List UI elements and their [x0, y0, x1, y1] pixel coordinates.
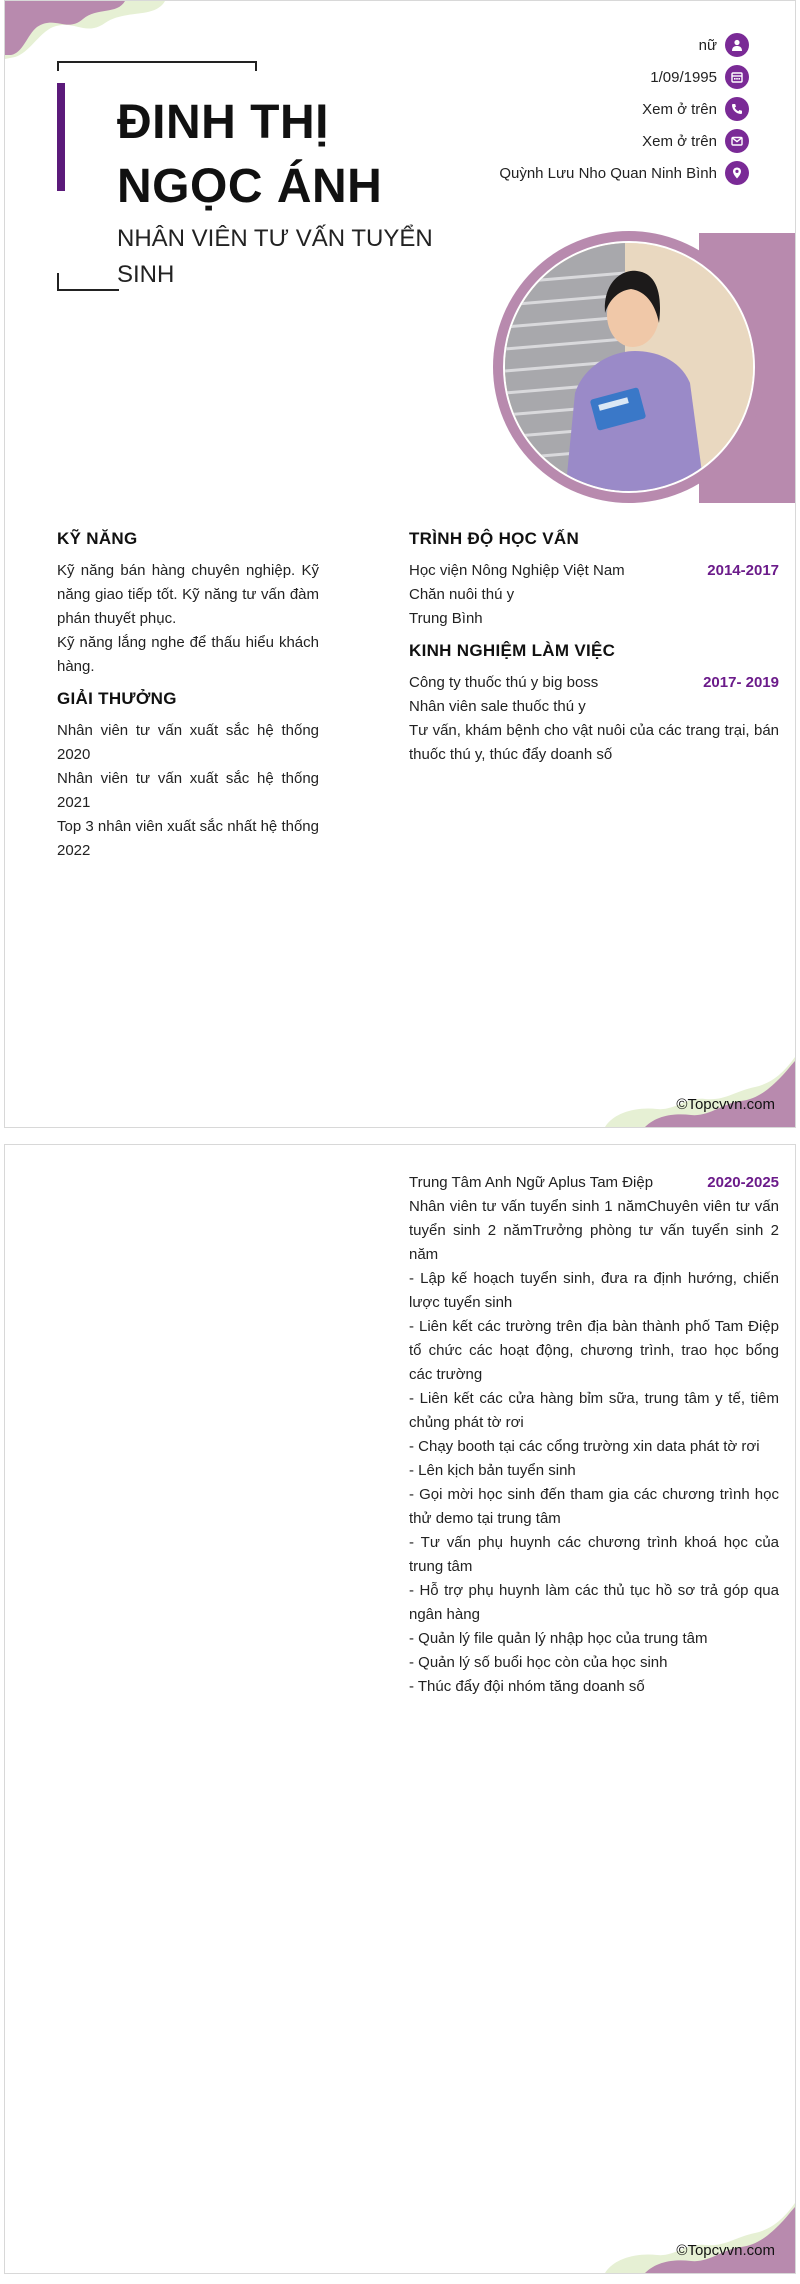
job-duty: - Quản lý file quản lý nhập học của trung tâm: [409, 1630, 708, 1647]
contact-list: [499, 29, 749, 189]
user-icon: [725, 33, 749, 57]
award-item: Top 3 nhân viên xuất sắc nhất hệ thống 2022: [57, 818, 319, 859]
contact-birthday: [499, 61, 749, 93]
skills-paragraph-2: Kỹ năng lắng nghe để thấu hiểu khách hàng.: [57, 634, 319, 675]
name-accent-bar: [57, 83, 65, 191]
left-column: [57, 529, 319, 863]
contact-phone: [499, 93, 749, 125]
experience-continued: [409, 1171, 779, 1699]
award-item: Nhân viên tư vấn xuất sắc hệ thống 2021: [57, 770, 319, 811]
education-heading: TRÌNH ĐỘ HỌC VẤN: [409, 529, 580, 548]
education-major: Chăn nuôi thú y: [409, 586, 515, 603]
job-duty: - Lập kế hoạch tuyển sinh, đưa ra định hướng, chiến lược tuyển sinh: [409, 1270, 779, 1311]
job-row: [409, 671, 779, 695]
name-line-1: ĐINH THỊ: [117, 96, 329, 149]
phone-icon: [725, 97, 749, 121]
job-position: Nhân viên tư vấn tuyển sinh 1 nămChuyên viên tư vấn tuyển sinh 2 nămTrưởng phòng tư vấn tuyển sinh 2 năm: [409, 1198, 779, 1263]
education-grade: Trung Bình: [409, 610, 483, 627]
job-duty: - Thúc đẩy đội nhóm tăng doanh số: [409, 1678, 645, 1695]
watermark: ©Topcvvn.com: [676, 2242, 775, 2259]
name-line-2: NGỌC ÁNH: [117, 160, 383, 213]
job-duty: - Liên kết các cửa hàng bỉm sữa, trung tâm y tế, tiêm chủng phát tờ rơi: [409, 1390, 779, 1431]
corner-decoration-bottom-right: [605, 1057, 795, 1127]
job-position: Nhân viên sale thuốc thú y: [409, 698, 586, 715]
awards-heading: GIẢI THƯỞNG: [57, 689, 177, 708]
job-title: NHÂN VIÊN TƯ VẤN TUYỂN SINH: [117, 225, 433, 288]
corner-decoration-bottom-right: [605, 2203, 795, 2273]
profile-photo: [503, 241, 755, 493]
job-row: [409, 1171, 779, 1195]
job-company: Công ty thuốc thú y big boss: [409, 674, 599, 691]
phone-text: Xem ở trên: [642, 100, 717, 118]
resume-page-2: [4, 1144, 796, 2274]
corner-decoration-top-left: [5, 1, 165, 61]
right-column: [409, 529, 779, 767]
name-frame-top: [57, 61, 257, 71]
birthday-text: 1/09/1995: [650, 68, 717, 86]
education-row: [409, 559, 779, 583]
school-name: Học viện Nông Nghiệp Việt Nam: [409, 562, 625, 579]
resume-page-1: [4, 0, 796, 1128]
location-icon: [725, 161, 749, 185]
job-description: Tư vấn, khám bệnh cho vật nuôi của các trang trại, bán thuốc thú y, thúc đẩy doanh số: [409, 722, 779, 763]
job-duty: - Gọi mời học sinh đến tham gia các chương trình học thử demo tại trung tâm: [409, 1486, 779, 1527]
award-item: Nhân viên tư vấn xuất sắc hệ thống 2020: [57, 722, 319, 763]
gender-text: nữ: [698, 36, 717, 54]
candidate-name: [117, 91, 437, 219]
experience-heading: KINH NGHIỆM LÀM VIỆC: [409, 641, 616, 660]
job-duty: - Lên kịch bản tuyển sinh: [409, 1462, 576, 1479]
email-text: Xem ở trên: [642, 132, 717, 150]
job-company: Trung Tâm Anh Ngữ Aplus Tam Điệp: [409, 1174, 654, 1191]
mail-icon: [725, 129, 749, 153]
name-frame-bottom: [57, 273, 119, 291]
job-duty: - Quản lý số buổi học còn của học sinh: [409, 1654, 668, 1671]
contact-address: [499, 157, 749, 189]
job-duty: - Hỗ trợ phụ huynh làm các thủ tục hồ sơ trả góp qua ngân hàng: [409, 1582, 779, 1623]
contact-gender: [499, 29, 749, 61]
job-years: 2017- 2019: [703, 674, 779, 691]
skills-paragraph-1: Kỹ năng bán hàng chuyên nghiệp. Kỹ năng giao tiếp tốt. Kỹ năng tư vấn đàm phán thuyết phục.: [57, 562, 319, 627]
job-duty: - Tư vấn phụ huynh các chương trình khoá học của trung tâm: [409, 1534, 779, 1575]
skills-heading: KỸ NĂNG: [57, 529, 138, 548]
education-years: 2014-2017: [707, 562, 779, 579]
job-duty: - Liên kết các trường trên địa bàn thành phố Tam Điệp tổ chức các hoạt động, chương trình, trao học bổng các trường: [409, 1318, 779, 1383]
job-years: 2020-2025: [707, 1174, 779, 1191]
watermark: ©Topcvvn.com: [676, 1096, 775, 1113]
calendar-icon: [725, 65, 749, 89]
address-text: Quỳnh Lưu Nho Quan Ninh Bình: [499, 164, 717, 182]
job-duty: - Chạy booth tại các cổng trường xin data phát tờ rơi: [409, 1438, 760, 1455]
contact-email: [499, 125, 749, 157]
